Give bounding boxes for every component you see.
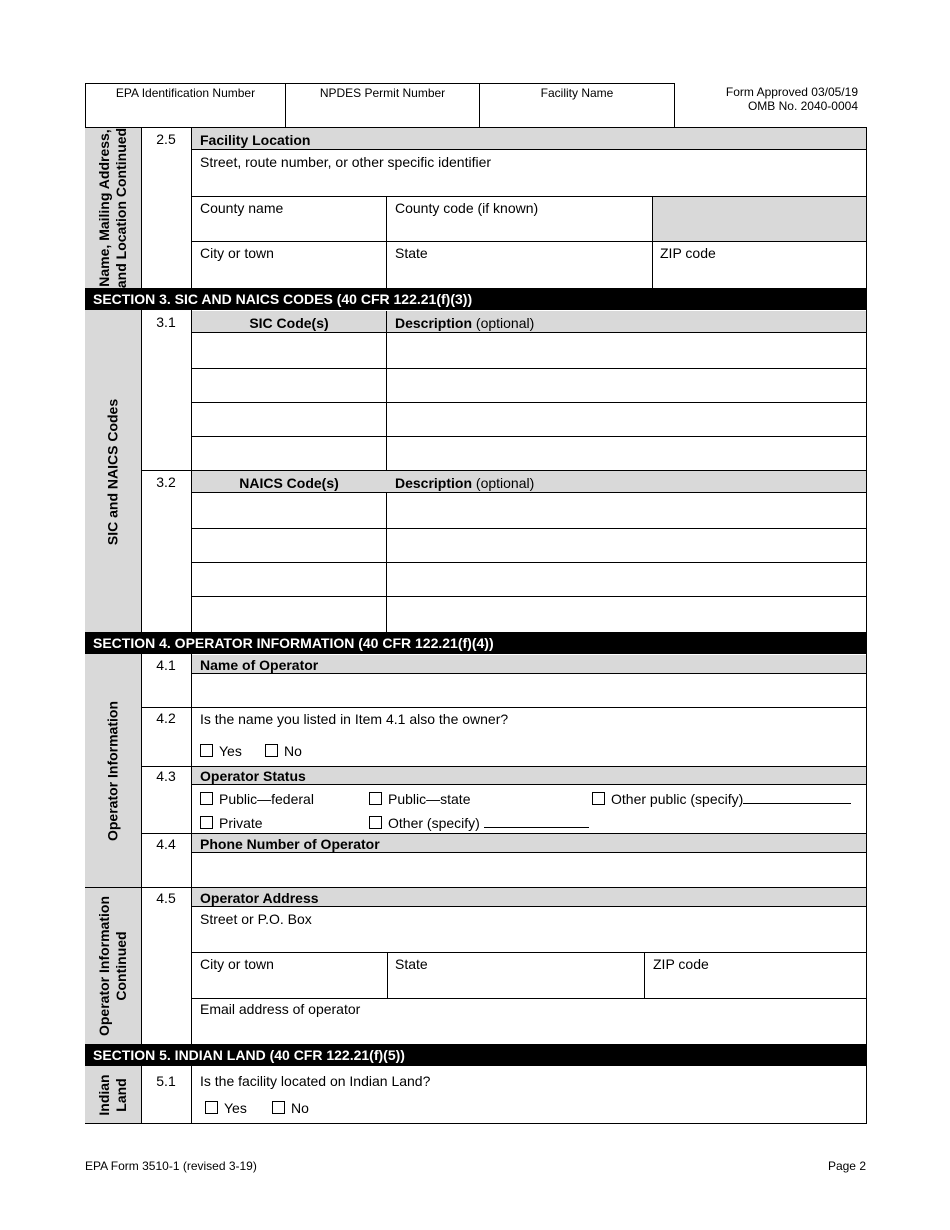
- section4-title: SECTION 4. OPERATOR INFORMATION (40 CFR 122.21(f)(4)): [85, 632, 867, 654]
- sic-description-header: Description (optional): [395, 315, 535, 331]
- sic-code-field[interactable]: [192, 369, 386, 402]
- checkbox-icon[interactable]: [369, 816, 382, 829]
- facility-street-field[interactable]: [192, 150, 866, 196]
- item-4-4-number: 4.4: [156, 836, 176, 852]
- private-option[interactable]: Private: [200, 815, 263, 831]
- operator-name-field[interactable]: [192, 674, 866, 707]
- item-2-5-number: 2.5: [156, 131, 176, 147]
- indian-land-yes-option[interactable]: Yes: [205, 1100, 247, 1116]
- section4-side-label: Operator Information: [85, 654, 141, 887]
- checkbox-icon[interactable]: [200, 792, 213, 805]
- checkbox-icon[interactable]: [200, 816, 213, 829]
- operator-email-label: Email address of operator: [200, 1001, 361, 1017]
- facility-zip-label: ZIP code: [660, 245, 716, 261]
- npdes-field[interactable]: [285, 83, 479, 128]
- sic-code-field[interactable]: [192, 403, 386, 436]
- section3-title: SECTION 3. SIC AND NAICS CODES (40 CFR 122.21(f)(3)): [85, 288, 867, 310]
- item-5-1-number: 5.1: [156, 1073, 176, 1089]
- epa-id-field[interactable]: [85, 83, 285, 128]
- operator-street-label: Street or P.O. Box: [200, 911, 312, 927]
- operator-name-title: Name of Operator: [200, 657, 319, 673]
- operator-email-field[interactable]: [192, 999, 866, 1043]
- item-4-2-number: 4.2: [156, 710, 176, 726]
- county-code-label: County code (if known): [395, 200, 539, 216]
- operator-status-title: Operator Status: [200, 768, 306, 784]
- owner-yes-option[interactable]: Yes: [200, 743, 242, 759]
- naics-code-field[interactable]: [192, 597, 386, 632]
- item-3-1-number: 3.1: [156, 314, 176, 330]
- other-public-specify-field[interactable]: [743, 791, 851, 804]
- omb-number: OMB No. 2040-0004: [747, 99, 858, 113]
- section4-continued-side-label: Operator Information Continued: [85, 888, 141, 1044]
- owner-question: Is the name you listed in Item 4.1 also the owner?: [200, 711, 509, 727]
- checkbox-icon[interactable]: [265, 744, 278, 757]
- county-name-label: County name: [200, 200, 284, 216]
- naics-description-field[interactable]: [387, 563, 866, 596]
- sic-code-header: SIC Code(s): [249, 315, 329, 331]
- operator-city-label: City or town: [200, 956, 274, 972]
- naics-description-header: Description (optional): [395, 475, 535, 491]
- operator-phone-field[interactable]: [192, 853, 866, 887]
- naics-code-field[interactable]: [192, 563, 386, 596]
- checkbox-icon[interactable]: [369, 792, 382, 805]
- section5-side-label: Indian Land: [85, 1066, 141, 1123]
- operator-phone-title: Phone Number of Operator: [200, 836, 380, 852]
- checkbox-icon[interactable]: [205, 1101, 218, 1114]
- other-specify-option[interactable]: Other (specify): [369, 815, 589, 831]
- item-4-5-number: 4.5: [156, 890, 176, 906]
- operator-state-label: State: [395, 956, 428, 972]
- section2-side-label: Name, Mailing Address, and Location Continued: [85, 128, 141, 288]
- item-4-3-number: 4.3: [156, 768, 176, 784]
- naics-description-field[interactable]: [387, 494, 866, 528]
- section5-title: SECTION 5. INDIAN LAND (40 CFR 122.21(f)(5)): [85, 1044, 867, 1066]
- checkbox-icon[interactable]: [592, 792, 605, 805]
- naics-description-field[interactable]: [387, 529, 866, 562]
- naics-code-header: NAICS Code(s): [239, 475, 339, 491]
- owner-no-option[interactable]: No: [265, 743, 302, 759]
- checkbox-icon[interactable]: [200, 744, 213, 757]
- county-gray-cell: [653, 197, 866, 241]
- naics-code-field[interactable]: [192, 529, 386, 562]
- operator-street-field[interactable]: [192, 907, 866, 952]
- sic-description-field[interactable]: [387, 369, 866, 402]
- operator-address-title: Operator Address: [200, 890, 319, 906]
- sic-description-field[interactable]: [387, 334, 866, 368]
- page-number: Page 2: [827, 1159, 866, 1173]
- public-state-option[interactable]: Public—state: [369, 791, 470, 807]
- npdes-label: NPDES Permit Number: [319, 86, 446, 100]
- indian-land-no-option[interactable]: No: [272, 1100, 309, 1116]
- facility-name-label: Facility Name: [540, 86, 614, 100]
- facility-street-label: Street, route number, or other specific identifier: [200, 154, 492, 170]
- sic-code-field[interactable]: [192, 334, 386, 368]
- sic-description-field[interactable]: [387, 437, 866, 470]
- facility-location-title: Facility Location: [200, 132, 311, 148]
- public-federal-option[interactable]: Public—federal: [200, 791, 314, 807]
- indian-land-question: Is the facility located on Indian Land?: [200, 1073, 431, 1089]
- facility-state-label: State: [395, 245, 428, 261]
- operator-zip-label: ZIP code: [653, 956, 709, 972]
- facility-city-label: City or town: [200, 245, 274, 261]
- facility-name-field[interactable]: [479, 83, 675, 128]
- other-public-option[interactable]: Other public (specify): [592, 791, 851, 807]
- naics-code-field[interactable]: [192, 494, 386, 528]
- form-approval: [680, 85, 858, 113]
- item-3-2-number: 3.2: [156, 474, 176, 490]
- sic-description-field[interactable]: [387, 403, 866, 436]
- form-id: EPA Form 3510-1 (revised 3-19): [85, 1159, 257, 1173]
- other-specify-field[interactable]: [484, 815, 589, 828]
- naics-description-field[interactable]: [387, 597, 866, 632]
- section3-side-label: SIC and NAICS Codes: [85, 310, 141, 633]
- form-approved-date: Form Approved 03/05/19: [725, 85, 858, 99]
- item-4-1-number: 4.1: [156, 657, 176, 673]
- epa-id-label: EPA Identification Number: [115, 86, 256, 100]
- checkbox-icon[interactable]: [272, 1101, 285, 1114]
- sic-code-field[interactable]: [192, 437, 386, 470]
